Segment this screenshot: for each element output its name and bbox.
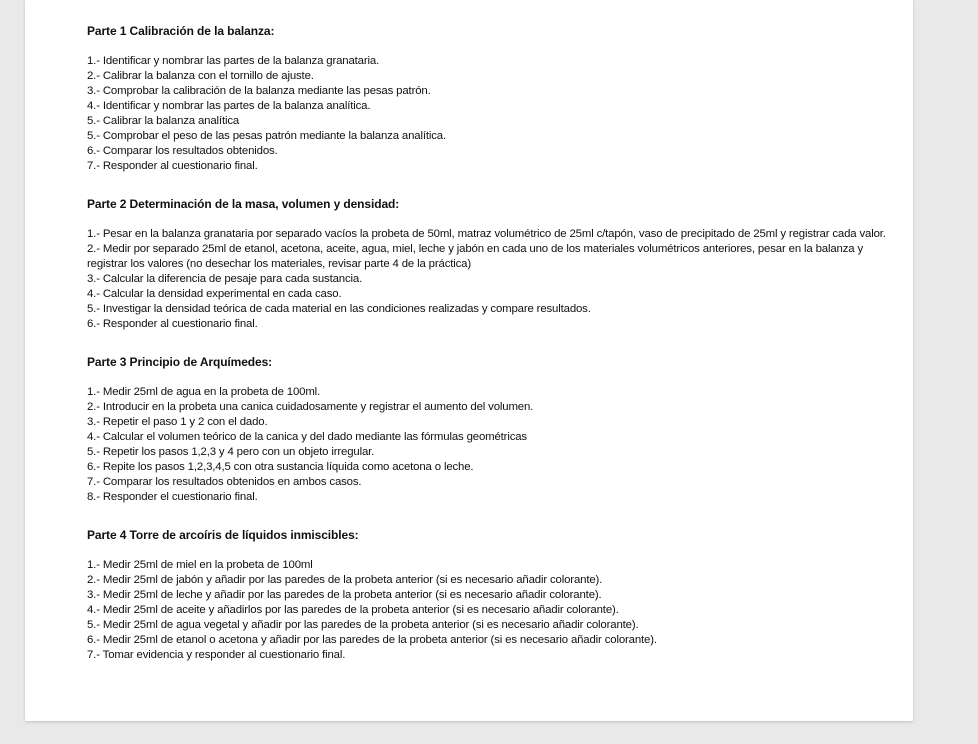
list-item: 7.- Tomar evidencia y responder al cuestionario final. (87, 649, 346, 661)
step-list (87, 558, 887, 663)
list-item: 4.- Calcular el volumen teórico de la canica y del dado mediante las fórmulas geométricas (87, 431, 527, 443)
list-item: 3.- Repetir el paso 1 y 2 con el dado. (87, 416, 268, 428)
section-parte-3 (87, 355, 887, 505)
section-heading: Parte 2 Determinación de la masa, volumen y densidad: (87, 197, 400, 211)
list-item: 6.- Repite los pasos 1,2,3,4,5 con otra sustancia líquida como acetona o leche. (87, 461, 474, 473)
section-parte-1 (87, 24, 887, 174)
section-heading: Parte 4 Torre de arcoíris de líquidos inmiscibles: (87, 528, 359, 542)
list-item: 2.- Medir por separado 25ml de etanol, acetona, aceite, agua, miel, leche y jabón en cada uno de los materiales volumétricos anteriores, pesar en la balanza y registrar los valores (no desechar los materiales, revisar parte 4 de la práctica) (87, 243, 864, 270)
list-item: 1.- Medir 25ml de miel en la probeta de 100ml (87, 559, 313, 571)
step-list (87, 385, 887, 505)
list-item: 5.- Repetir los pasos 1,2,3 y 4 pero con un objeto irregular. (87, 446, 375, 458)
step-list (87, 54, 887, 174)
list-item: 3.- Medir 25ml de leche y añadir por las paredes de la probeta anterior (si es necesario añadir colorante). (87, 589, 602, 601)
list-item: 2.- Calibrar la balanza con el tornillo de ajuste. (87, 70, 314, 82)
section-parte-2 (87, 197, 887, 332)
step-list (87, 227, 887, 332)
list-item: 2.- Introducir en la probeta una canica cuidadosamente y registrar el aumento del volumen. (87, 401, 534, 413)
document-content (87, 24, 887, 663)
list-item: 4.- Identificar y nombrar las partes de la balanza analítica. (87, 100, 371, 112)
section-heading: Parte 3 Principio de Arquímedes: (87, 355, 273, 369)
document-page (25, 0, 913, 721)
list-item: 5.- Investigar la densidad teórica de cada material en las condiciones realizadas y compare resultados. (87, 303, 591, 315)
list-item: 7.- Comparar los resultados obtenidos en ambos casos. (87, 476, 362, 488)
list-item: 4.- Medir 25ml de aceite y añadirlos por las paredes de la probeta anterior (si es necesario añadir colorante). (87, 604, 619, 616)
list-item: 3.- Comprobar la calibración de la balanza mediante las pesas patrón. (87, 85, 431, 97)
list-item: 2.- Medir 25ml de jabón y añadir por las paredes de la probeta anterior (si es necesario añadir colorante). (87, 574, 603, 586)
list-item: 5.- Medir 25ml de agua vegetal y añadir por las paredes de la probeta anterior (si es necesario añadir colorante). (87, 619, 639, 631)
list-item: 5.- Calibrar la balanza analítica (87, 115, 240, 127)
list-item: 5.- Comprobar el peso de las pesas patrón mediante la balanza analítica. (87, 130, 446, 142)
list-item: 8.- Responder el cuestionario final. (87, 491, 258, 503)
list-item: 6.- Medir 25ml de etanol o acetona y añadir por las paredes de la probeta anterior (si es necesario añadir colorante). (87, 634, 657, 646)
list-item: 6.- Comparar los resultados obtenidos. (87, 145, 278, 157)
section-parte-4 (87, 528, 887, 663)
list-item: 4.- Calcular la densidad experimental en cada caso. (87, 288, 342, 300)
list-item: 6.- Responder al cuestionario final. (87, 318, 258, 330)
list-item: 1.- Pesar en la balanza granataria por separado vacíos la probeta de 50ml, matraz volumétrico de 25ml c/tapón, vaso de precipitado de 25ml y registrar cada valor. (87, 228, 886, 240)
list-item: 3.- Calcular la diferencia de pesaje para cada sustancia. (87, 273, 363, 285)
section-heading: Parte 1 Calibración de la balanza: (87, 24, 275, 38)
list-item: 1.- Identificar y nombrar las partes de la balanza granataria. (87, 55, 380, 67)
list-item: 7.- Responder al cuestionario final. (87, 160, 258, 172)
list-item: 1.- Medir 25ml de agua en la probeta de 100ml. (87, 386, 321, 398)
